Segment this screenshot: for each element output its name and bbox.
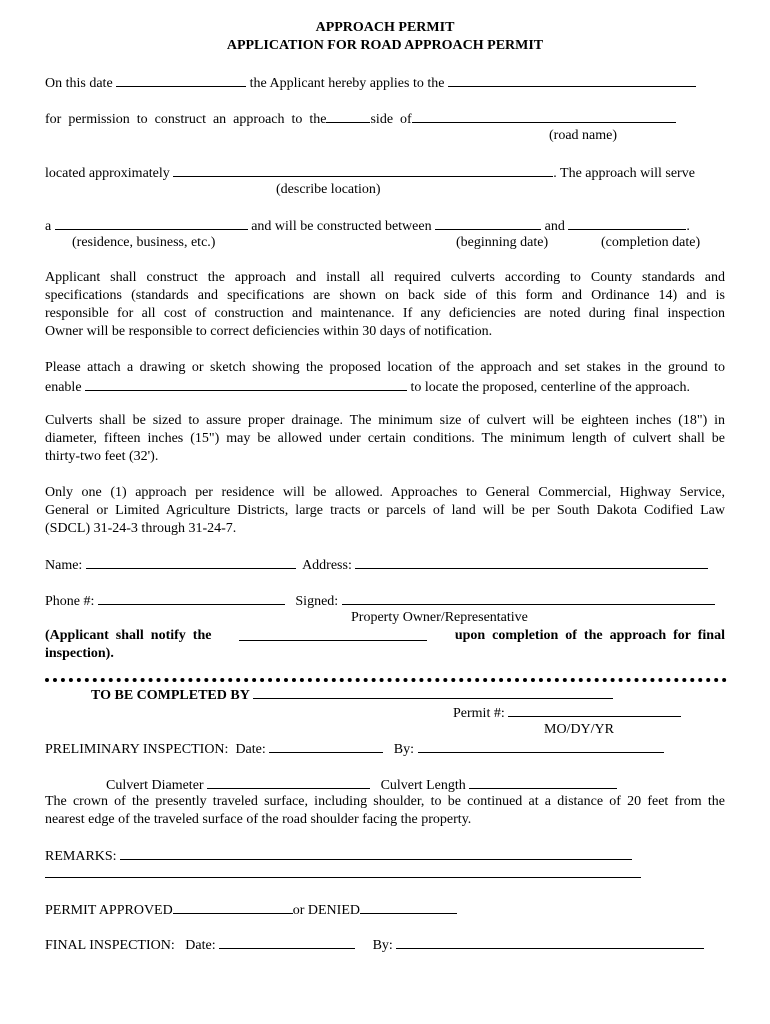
permit-number-line: Permit #: xyxy=(453,703,681,723)
enable-field[interactable] xyxy=(85,377,407,391)
permit-decision-line: PERMIT APPROVED or DENIED xyxy=(45,900,457,920)
signature-field[interactable] xyxy=(342,591,715,605)
remarks-continuation xyxy=(45,864,641,884)
form-title: APPROACH PERMIT xyxy=(315,20,455,35)
date-field[interactable] xyxy=(116,73,246,87)
dotted-divider xyxy=(45,678,727,682)
final-by-field[interactable] xyxy=(396,935,704,949)
para1-line: specifications (standards and specifications are shown on back side of this form and Ordinance 14) and is xyxy=(45,288,725,303)
completed-by-line: TO BE COMPLETED BY xyxy=(91,685,613,705)
name-address-line: Name: Address: xyxy=(45,555,708,575)
preliminary-date-field[interactable] xyxy=(269,739,383,753)
name-field[interactable] xyxy=(86,555,296,569)
remarks-field-2[interactable] xyxy=(45,864,641,878)
enable-line: enable to locate the proposed, centerline of the approach. xyxy=(45,377,690,397)
culvert-length-field[interactable] xyxy=(469,775,617,789)
phone-field[interactable] xyxy=(98,591,285,605)
culvert-diameter-field[interactable] xyxy=(207,775,370,789)
permit-number-field[interactable] xyxy=(508,703,681,717)
serve-type-caption: (residence, business, etc.) xyxy=(72,235,216,250)
location-line: located approximately . The approach will serve xyxy=(45,163,695,183)
applicant-to-field[interactable] xyxy=(448,73,696,87)
serve-line: a and will be constructed between and . xyxy=(45,216,690,236)
describe-location-caption: (describe location) xyxy=(276,182,381,197)
para4-line: General or Limited Agriculture Districts, large tracts or parcels of land will be per South Dakota Codified Law xyxy=(45,503,725,518)
date-format-caption: MO/DY/YR xyxy=(544,722,615,737)
completion-date-caption: (completion date) xyxy=(601,235,701,250)
final-inspection-line: FINAL INSPECTION: Date: By: xyxy=(45,935,704,955)
location-field[interactable] xyxy=(173,163,553,177)
denied-field[interactable] xyxy=(360,900,457,914)
para1-line: responsible for all cost of construction and maintenance. If any deficiencies are noted during final inspection xyxy=(45,306,725,321)
notify-field[interactable] xyxy=(239,627,427,641)
notify-line-end: inspection). xyxy=(45,646,114,661)
permission-line: for permission to construct an approach to the side of xyxy=(45,109,676,129)
address-field[interactable] xyxy=(355,555,708,569)
para3-line: diameter, fifteen inches (15") may be allowed under certain conditions. The minimum length of culvert shall be xyxy=(45,431,725,446)
form-subtitle: APPLICATION FOR ROAD APPROACH PERMIT xyxy=(226,38,544,53)
phone-signed-line: Phone #: Signed: xyxy=(45,591,715,611)
para4-line: (SDCL) 31-24-3 through 31-24-7. xyxy=(45,521,237,536)
completed-by-field[interactable] xyxy=(253,685,613,699)
crown-line: The crown of the presently traveled surface, including shoulder, to be continued at a distance of 20 feet from the xyxy=(45,794,725,809)
remarks-line: REMARKS: xyxy=(45,846,632,866)
remarks-field[interactable] xyxy=(120,846,632,860)
para2-line: Please attach a drawing or sketch showing the proposed location of the approach and set stakes in the ground to xyxy=(45,360,725,375)
side-field[interactable] xyxy=(326,109,370,123)
road-name-field[interactable] xyxy=(412,109,676,123)
approved-field[interactable] xyxy=(173,900,293,914)
crown-line: nearest edge of the traveled surface of the road shoulder facing the property. xyxy=(45,812,472,827)
final-date-field[interactable] xyxy=(219,935,355,949)
para4-line: Only one (1) approach per residence will be allowed. Approaches to General Commercial, Highway Service, xyxy=(45,485,725,500)
notify-line: (Applicant shall notify the upon completion of the approach for final xyxy=(45,628,725,643)
beginning-date-field[interactable] xyxy=(435,216,541,230)
completion-date-field[interactable] xyxy=(568,216,686,230)
property-owner-caption: Property Owner/Representative xyxy=(351,610,528,625)
serve-type-field[interactable] xyxy=(55,216,248,230)
preliminary-by-field[interactable] xyxy=(418,739,664,753)
para3-line: Culverts shall be sized to assure proper drainage. The minimum size of culvert will be eighteen inches (18") in xyxy=(45,413,725,428)
beginning-date-caption: (beginning date) xyxy=(456,235,549,250)
road-name-caption: (road name) xyxy=(549,128,618,143)
para1-line: Applicant shall construct the approach and install all required culverts according to County standards and xyxy=(45,270,725,285)
preliminary-inspection-line: PRELIMINARY INSPECTION: Date: By: xyxy=(45,739,664,759)
para3-line: thirty-two feet (32'). xyxy=(45,449,159,464)
culvert-line: Culvert Diameter Culvert Length xyxy=(106,775,617,795)
para1-line: Owner will be responsible to correct deficiencies within 30 days of notification. xyxy=(45,324,493,339)
date-line: On this date the Applicant hereby applies to the xyxy=(45,73,696,93)
